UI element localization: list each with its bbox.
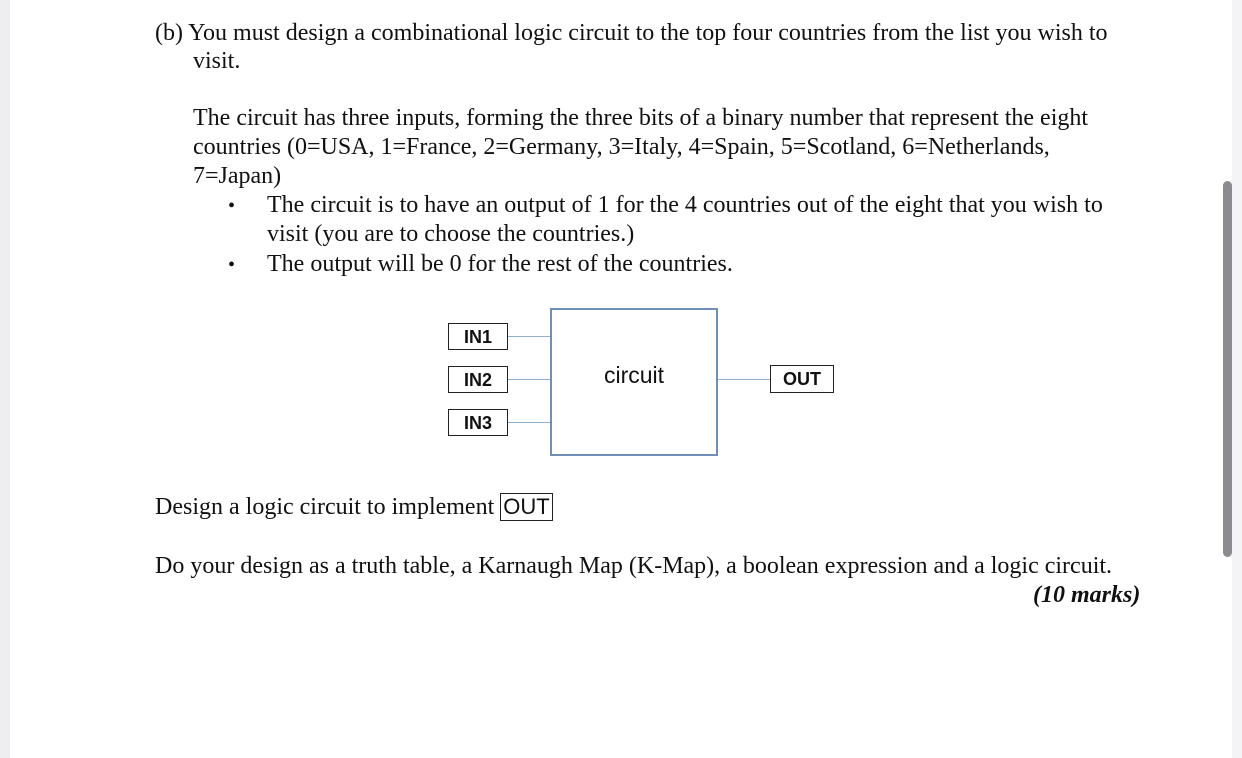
document-page [10,0,1232,758]
bullet-1-line1: The circuit is to have an output of 1 for the 4 countries out of the eight that you wish to [267,192,1103,218]
scrollbar-thumb[interactable] [1223,181,1232,557]
question-part-b-line1: (b) You must design a combinational logic circuit to the top four countries from the list you wish to [155,20,1108,46]
input-wire [508,422,550,423]
description-line3: 7=Japan) [193,163,282,189]
output-label: OUT [770,365,834,393]
design-prefix: Design a logic circuit to implement [155,494,501,520]
input-label-in3: IN3 [448,409,508,436]
question-part-b-line2: visit. [193,48,241,74]
bullet-marker: • [228,195,236,217]
design-method-instruction: Do your design as a truth table, a Karnaugh Map (K-Map), a boolean expression and a logic circuit. [155,553,1113,579]
inline-out-label: OUT [500,493,552,521]
input-wire [508,336,550,337]
circuit-block [550,308,718,456]
circuit-label: circuit [603,362,665,388]
bullet-1-line2: visit (you are to choose the countries.) [267,221,635,247]
description-line2: countries (0=USA, 1=France, 2=Germany, 3=Italy, 4=Spain, 5=Scotland, 6=Netherlands, [193,134,1050,160]
output-wire [718,379,770,380]
input-label-in2: IN2 [448,366,508,393]
input-label-in1: IN1 [448,323,508,350]
marks-label: (10 marks) [1033,582,1141,608]
description-line1: The circuit has three inputs, forming the three bits of a binary number that represent the eight [193,105,1089,131]
circuit-diagram [446,306,838,458]
scrollbar-track[interactable] [1232,0,1242,758]
design-instruction [155,493,553,522]
bullet-marker: • [228,254,236,276]
bullet-2-line1: The output will be 0 for the rest of the countries. [267,251,733,277]
input-wire [508,379,550,380]
